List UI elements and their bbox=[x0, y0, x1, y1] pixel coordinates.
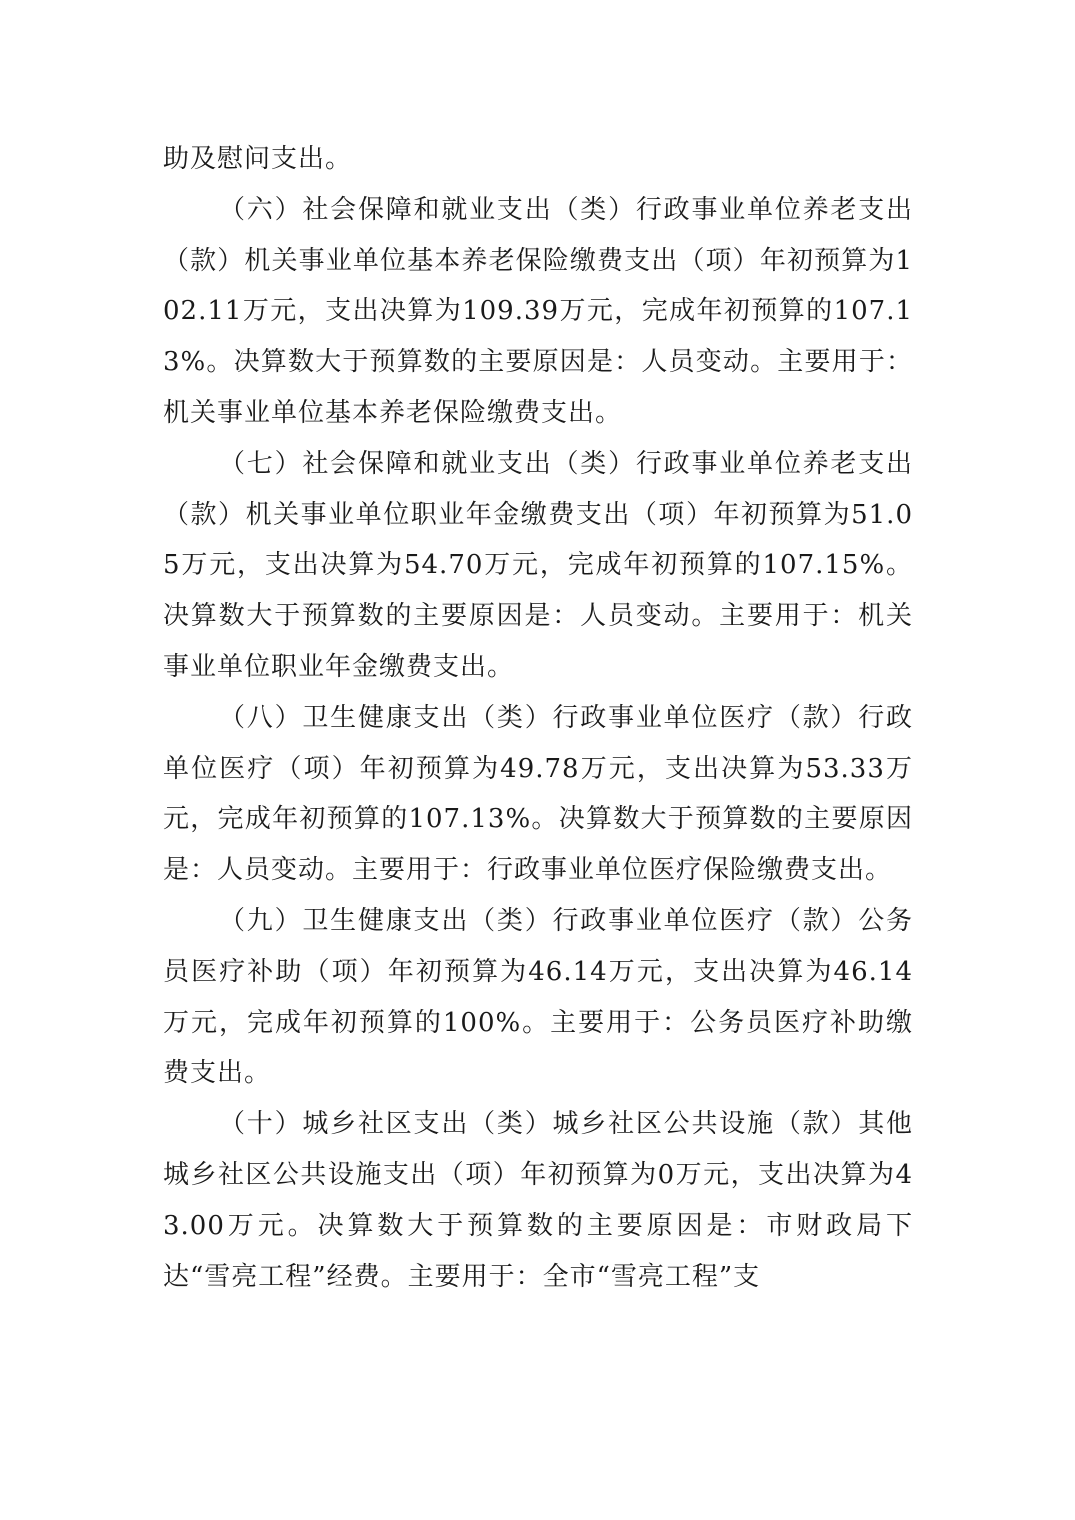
paragraph-item-9: （九）卫生健康支出（类）行政事业单位医疗（款）公务员医疗补助（项）年初预算为46.14万元，支出决算为46.14万元，完成年初预算的100%。主要用于：公务员医疗补助缴费支出。 bbox=[163, 905, 913, 1089]
paragraph-continuation: 助及慰问支出。 bbox=[163, 144, 353, 174]
paragraph-item-7: （七）社会保障和就业支出（类）行政事业单位养老支出（款）机关事业单位职业年金缴费支出（项）年初预算为51.05万元，支出决算为54.70万元，完成年初预算的107.15%。决算数大于预算数的主要原因是：人员变动。主要用于：机关事业单位职业年金缴费支出。 bbox=[163, 448, 913, 682]
paragraph-item-10: （十）城乡社区支出（类）城乡社区公共设施（款）其他城乡社区公共设施支出（项）年初预算为0万元，支出决算为43.00万元。决算数大于预算数的主要原因是：市财政局下达“雪亮工程”经费。主要用于：全市“雪亮工程”支 bbox=[163, 1109, 913, 1292]
paragraph-item-8: （八）卫生健康支出（类）行政事业单位医疗（款）行政单位医疗（项）年初预算为49.78万元，支出决算为53.33万元，完成年初预算的107.13%。决算数大于预算数的主要原因是：人员变动。主要用于：行政事业单位医疗保险缴费支出。 bbox=[163, 702, 913, 886]
paragraph-item-6: （六）社会保障和就业支出（类）行政事业单位养老支出（款）机关事业单位基本养老保险缴费支出（项）年初预算为102.11万元，支出决算为109.39万元，完成年初预算的107.13%。决算数大于预算数的主要原因是：人员变动。主要用于：机关事业单位基本养老保险缴费支出。 bbox=[163, 194, 913, 428]
body-text bbox=[163, 134, 913, 1302]
